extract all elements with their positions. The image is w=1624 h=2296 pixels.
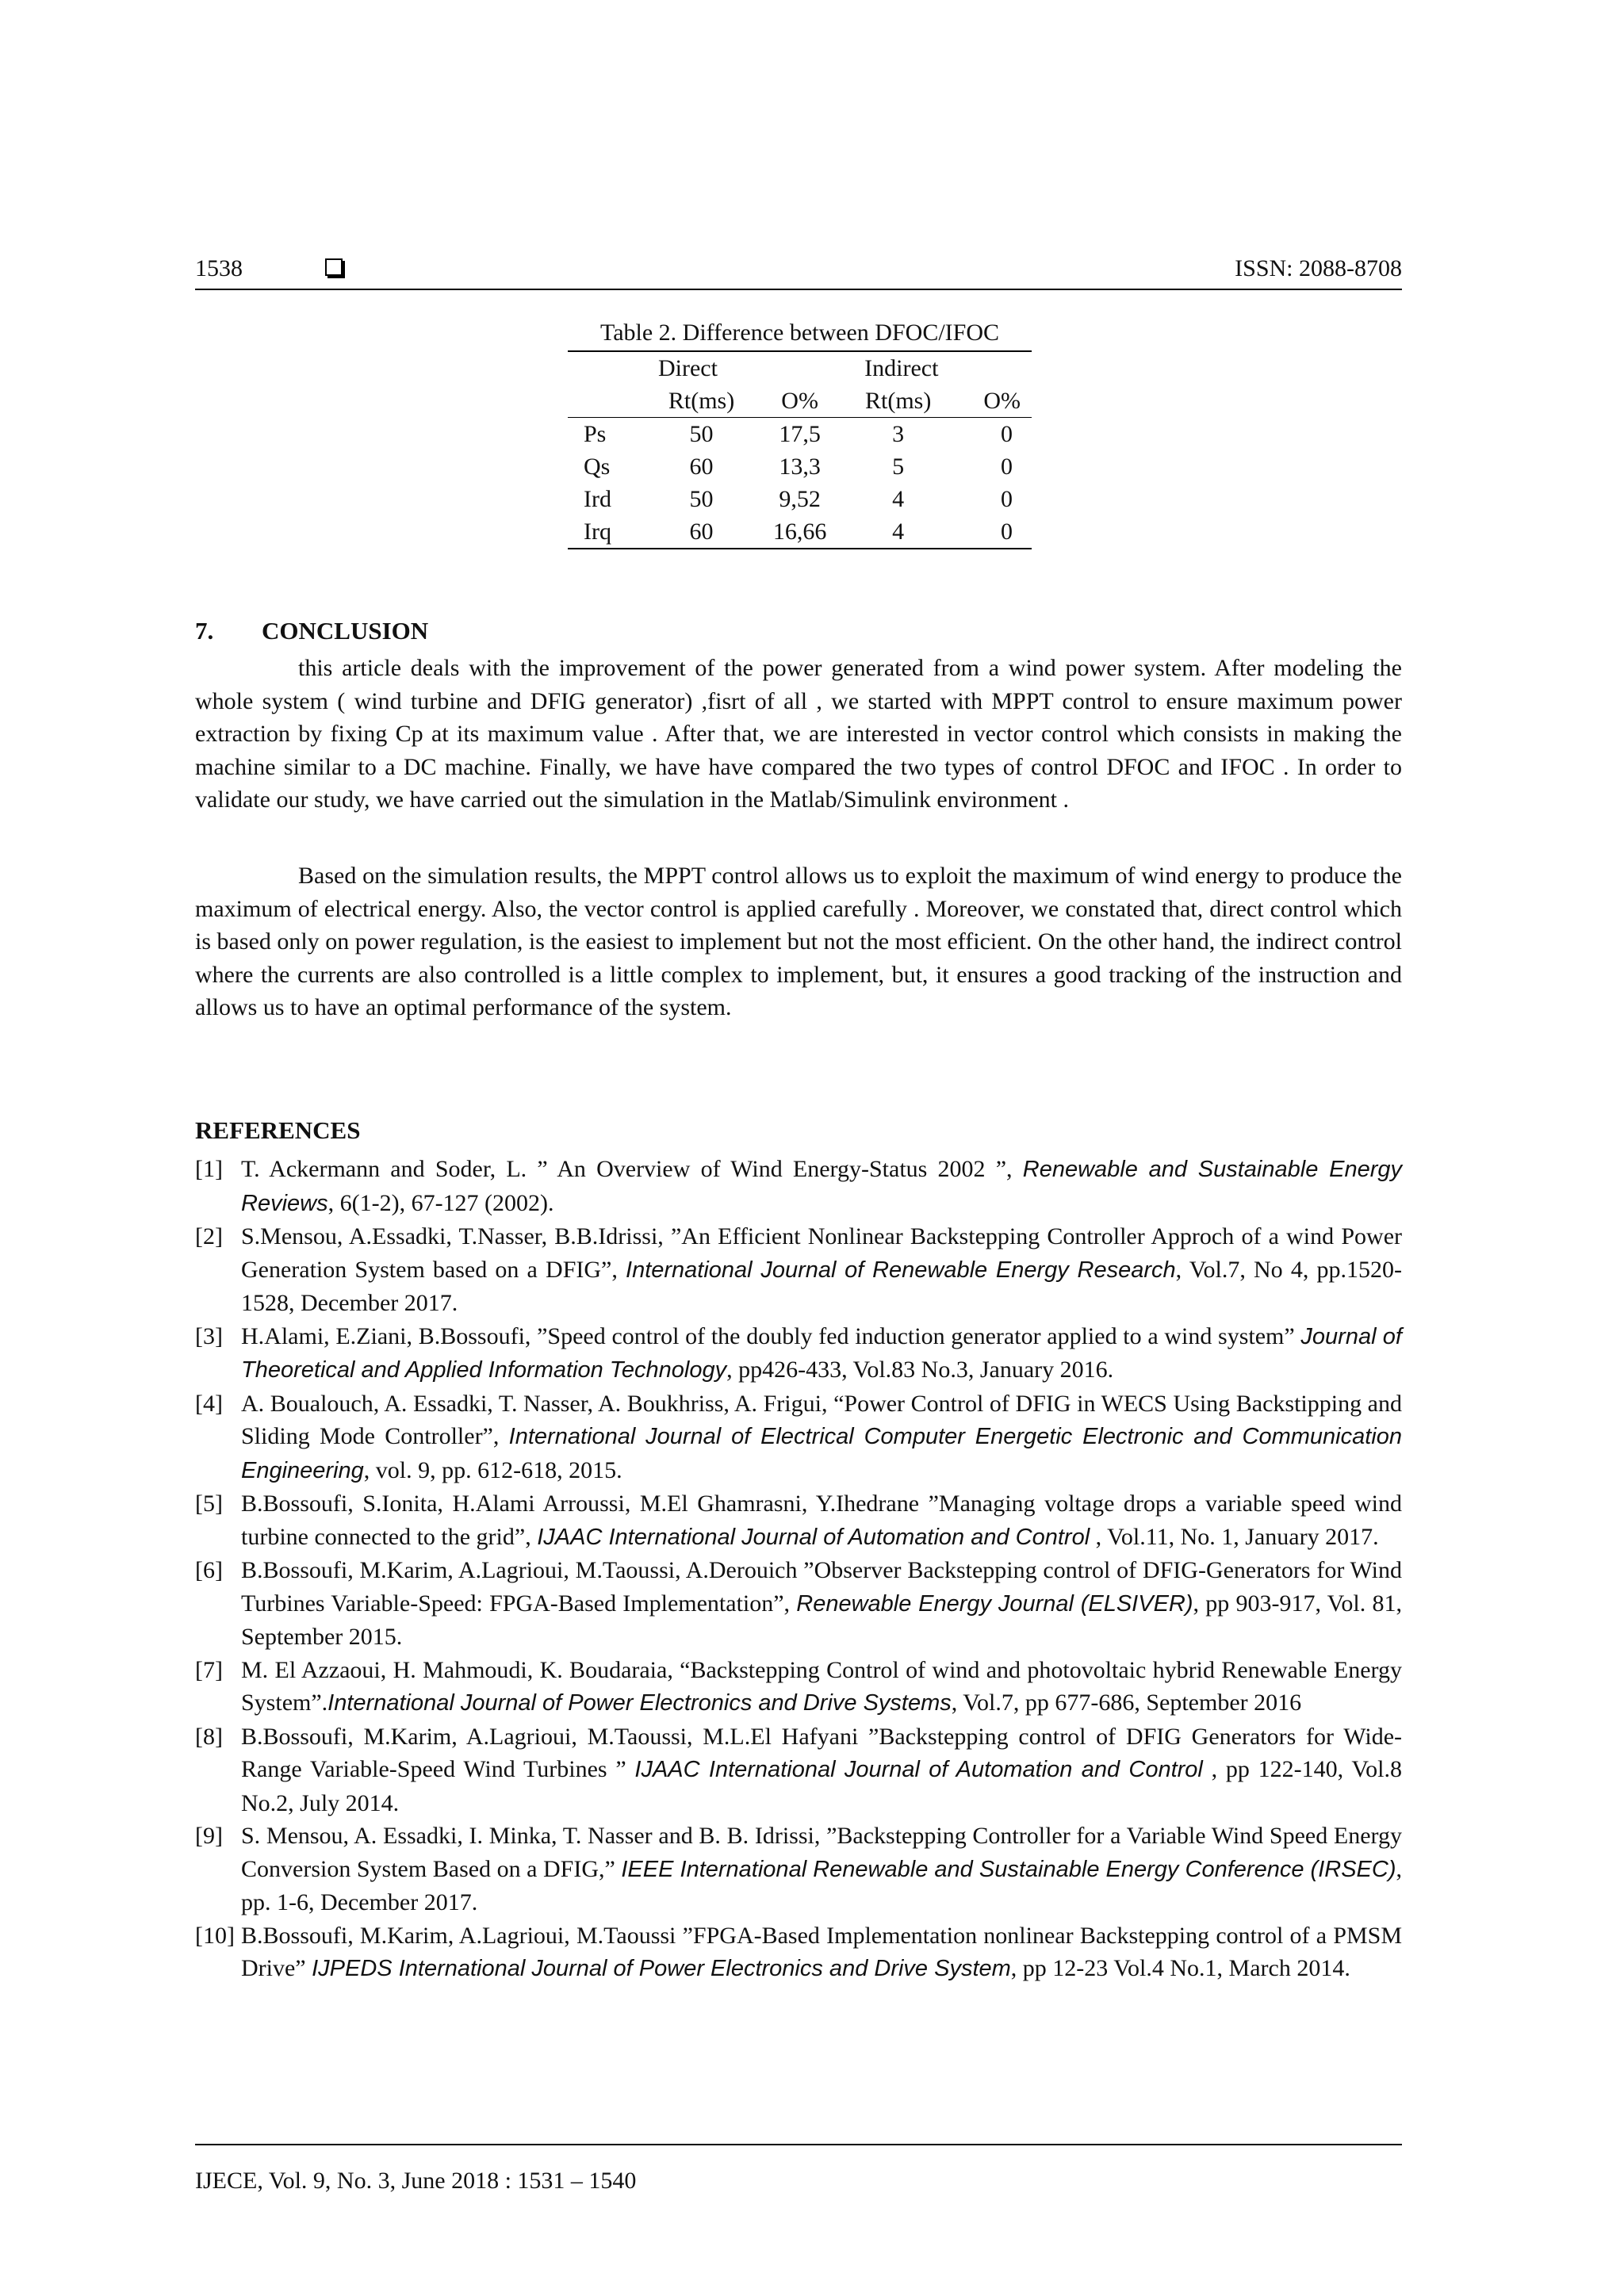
section-title: CONCLUSION [262,617,429,645]
reference-item: [2] S.Mensou, A.Essadki, T.Nasser, B.B.Idrissi, ”An Efficient Nonlinear Backstepping Controller Approch of a wind Power Generation System based on a DFIG”, International Journal of Renewable Energy Research, Vol.7, No 4, pp.1520-1528, December 2017. [195,1223,1402,1316]
reference-item: [5] B.Bossoufi, S.Ionita, H.Alami Arroussi, M.El Ghamrasni, Y.Ihedrane ”Managing voltage drops a variable speed wind turbine connected to the grid”, IJAAC International Journal of Automation and Control , Vol.11, No. 1, January 2017. [195,1490,1402,1550]
table-cell: 0 [1001,519,1013,545]
table-cell: 0 [1001,421,1013,447]
row-label: Qs [584,453,611,480]
square-icon [325,258,343,276]
column-header: O% [756,385,844,418]
reference-item: [10] B.Bossoufi, M.Karim, A.Lagrioui, M.Taoussi ”FPGA-Based Implementation nonlinear Backstepping control of a PMSM Drive” IJPEDS International Journal of Power Electronics and Drive System, pp 12-23 Vol.4 No.1, March 2014. [195,1922,1402,1981]
table-row [568,450,1032,483]
group-header-direct: Direct [658,355,718,381]
table-cell: 50 [689,421,714,447]
row-label: Irq [584,519,611,545]
comparison-table-block [568,317,1032,549]
footer-citation: IJECE, Vol. 9, No. 3, June 2018 : 1531 – 1540 [195,2168,637,2194]
reference-item: [7] M. El Azzaoui, H. Mahmoudi, K. Boudaraia, “Backstepping Control of wind and photovoltaic hybrid Renewable Energy System”.International Journal of Power Electronics and Drive Systems, Vol.7, pp 677-686, September 2016 [195,1656,1402,1716]
reference-item: [4] A. Boualouch, A. Essadki, T. Nasser, A. Boukhriss, A. Frigui, “Power Control of DFIG in WECS Using Backstipping and Sliding Mode Controller”, International Journal of Electrical Computer Energetic Electronic and Communication Engineering, vol. 9, pp. 612-618, 2015. [195,1390,1402,1483]
table-row [568,515,1032,549]
reference-item: [3] H.Alami, E.Ziani, B.Bossoufi, ”Speed control of the doubly fed induction generator applied to a wind system” Journal of Theoretical and Applied Information Technology, pp426-433, Vol.83 No.3, January 2016. [195,1322,1402,1383]
table-cell: 13,3 [779,453,821,480]
comparison-table [568,350,1032,549]
column-header: Rt(ms) [844,385,952,418]
reference-item: [8] B.Bossoufi, M.Karim, A.Lagrioui, M.Taoussi, M.L.El Hafyani ”Backstepping control of DFIG Generators for Wide-Range Variable-Speed Wind Turbines ” IJAAC International Journal of Automation and Control , pp 122-140, Vol.8 No.2, July 2014. [195,1723,1402,1816]
page-header [195,254,1402,290]
reference-item: [6] B.Bossoufi, M.Karim, A.Lagrioui, M.Taoussi, A.Derouich ”Observer Backstepping control of DFIG-Generators for Wind Turbines Variable-Speed: FPGA-Based Implementation”, Renewable Energy Journal (ELSIVER), pp 903-917, Vol. 81, September 2015. [195,1557,1402,1650]
reference-list [195,1153,1402,1986]
table-cell: 0 [1001,453,1013,480]
table-row [568,483,1032,515]
table-cell: 5 [892,453,905,480]
row-label: Ps [584,421,607,447]
table-cell: 60 [689,519,714,545]
table-group-header-row [568,351,1032,385]
table-cell: 16,66 [772,519,827,545]
row-label: Ird [584,486,611,512]
table-cell: 4 [892,486,905,512]
page-footer [195,2144,1402,2194]
conclusion-heading [195,617,428,645]
table-cell: 4 [892,519,905,545]
table-cell: 60 [689,453,714,480]
issn-label: ISSN: 2088-8708 [1235,255,1402,281]
group-header-indirect: Indirect [864,355,939,381]
table-caption: Table 2. Difference between DFOC/IFOC [599,320,1000,346]
conclusion-paragraph: this article deals with the improvement of the power generated from a wind power system. After modeling the whole system ( wind turbine and DFIG generator) ,fisrt of all , we started with MPPT control to ensure maximum power extraction by fixing Cp at its maximum value . After that, we are interested in vector control which consists in making the machine similar to a DC machine. Finally, we have have compared the two types of control DFOC and IFOC . In order to validate our study, we have carried out the simulation in the Matlab/Simulink environment . [195,655,1402,813]
references-heading: REFERENCES [195,1116,361,1144]
table-cell: 3 [892,421,905,447]
reference-item: [9] S. Mensou, A. Essadki, I. Minka, T. Nasser and B. B. Idrissi, ”Backstepping Controller for a Variable Wind Speed Energy Conversion System Based on a DFIG,” IEEE International Renewable and Sustainable Energy Conference (IRSEC), pp. 1-6, December 2017. [195,1823,1402,1915]
column-header: Rt(ms) [647,385,756,418]
reference-item: [1] T. Ackermann and Soder, L. ” An Overview of Wind Energy-Status 2002 ”, Renewable and Sustainable Energy Reviews, 6(1-2), 67-127 (2002). [195,1156,1402,1216]
table-cell: 9,52 [779,486,821,512]
table-cell: 0 [1001,486,1013,512]
table-cell: 17,5 [779,421,821,447]
table-cell: 50 [689,486,714,512]
page-number: 1538 [195,255,243,281]
table-row [568,418,1032,451]
column-header: O% [952,385,1032,418]
section-number: 7. [195,617,214,645]
table-sub-header-row [568,385,1032,418]
conclusion-paragraph: Based on the simulation results, the MPPT control allows us to exploit the maximum of wind energy to produce the maximum of electrical energy. Also, the vector control is applied carefully . Moreover, we constated that, direct control which is based only on power regulation, is the easiest to implement but not the most efficient. On the other hand, the indirect control where the currents are also controlled is a little complex to implement, but, it ensures a good tracking of the instruction and allows us to have an optimal performance of the system. [195,863,1402,1020]
